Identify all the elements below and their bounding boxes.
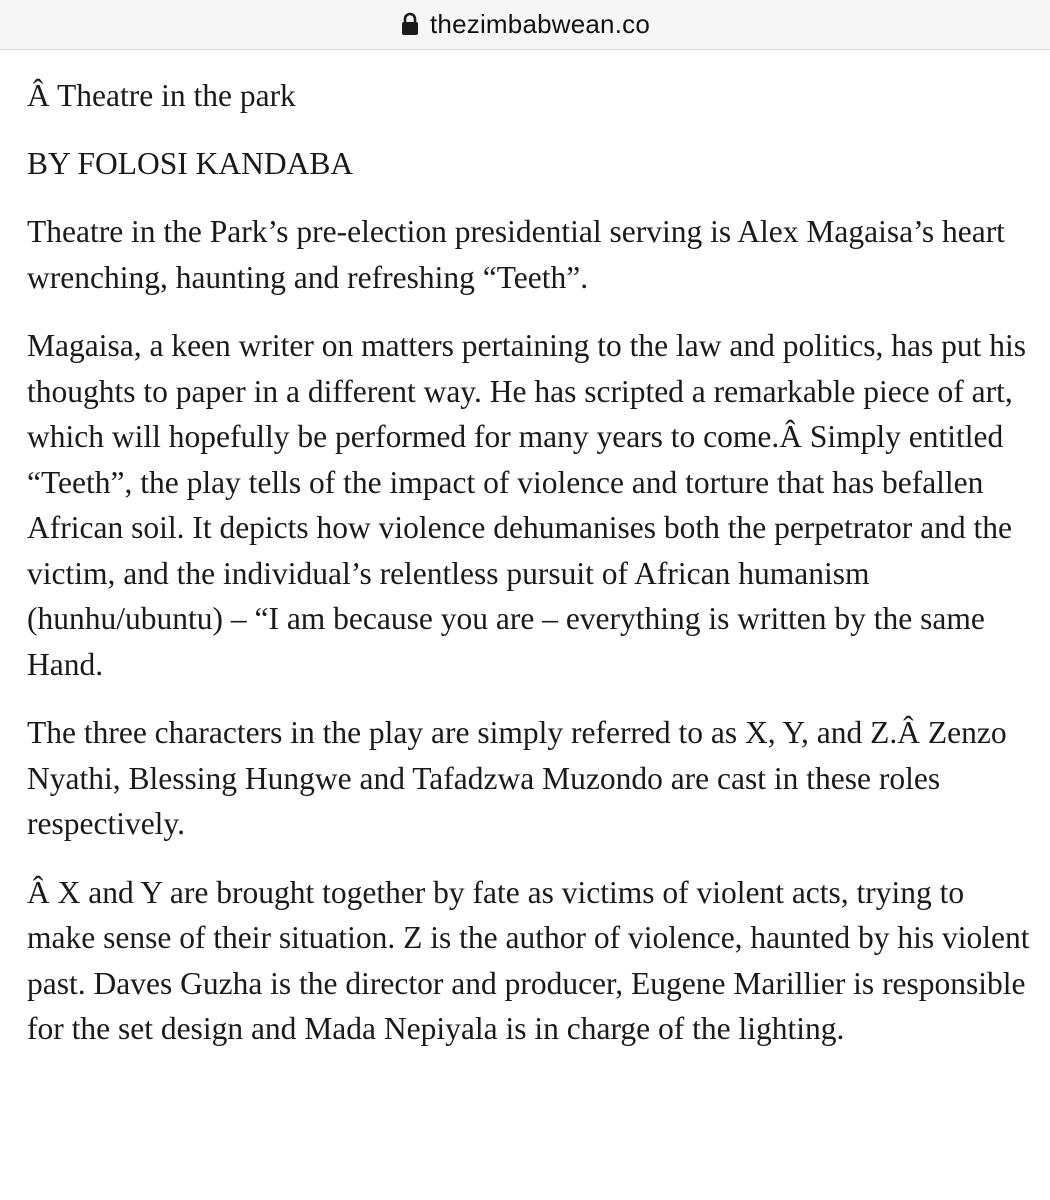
article-paragraph: Magaisa, a keen writer on matters pertaining to the law and politics, has put his thoughts to paper in a different way. He has scripted a remarkable piece of art, which will hopefully be performed for many years to come.Â Simply entitled “Teeth”, the play tells of the impact of violence and torture that has befallen African soil. It depicts how violence dehumanises both the perpetrator and the victim, and the individual’s relentless pursuit of African humanism (hunhu/ubuntu) – “I am because you are – everything is written by the same Hand. xyxy=(27,328,1026,682)
lock-icon xyxy=(400,12,420,36)
article-body xyxy=(27,73,1037,1075)
article-headline: Â Theatre in the park xyxy=(27,78,296,113)
article-byline: BY FOLOSI KANDABA xyxy=(27,145,354,181)
article-paragraph: Â X and Y are brought together by fate as victims of violent acts, trying to make sense of their situation. Z is the author of violence, haunted by his violent past. Daves Guzha is the director and producer, Eugene Marillier is responsible for the set design and Mada Nepiyala is in charge of the lighting. xyxy=(27,874,1030,1046)
url-text: thezimbabwean.co xyxy=(430,9,650,39)
address-bar[interactable] xyxy=(0,0,1050,50)
article-paragraph: Theatre in the Park’s pre-election presidential serving is Alex Magaisa’s heart wrenching, haunting and refreshing “Teeth”. xyxy=(27,214,1005,295)
article-paragraph: The three characters in the play are simply referred to as X, Y, and Z.Â Zenzo Nyathi, Blessing Hungwe and Tafadzwa Muzondo are cast in these roles respectively. xyxy=(27,715,1007,841)
